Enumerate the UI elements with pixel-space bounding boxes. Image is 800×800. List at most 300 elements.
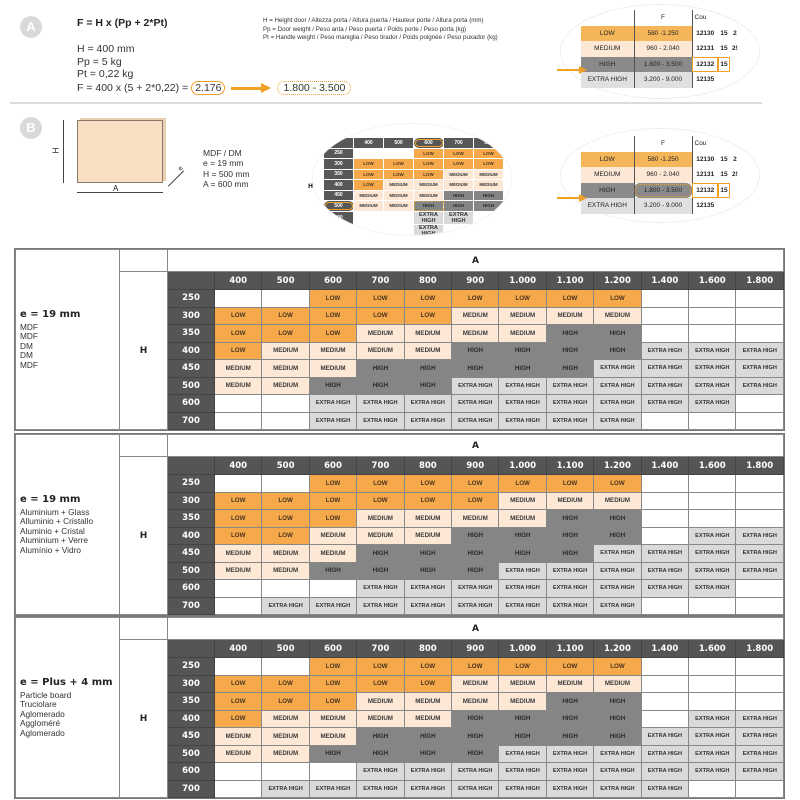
column-header: 900 bbox=[452, 272, 499, 290]
force-level-cell bbox=[641, 693, 688, 711]
force-level-cell: MEDIUM bbox=[357, 342, 404, 360]
force-level-cell: HIGH bbox=[594, 693, 641, 711]
force-level-cell: EXTRA HIGH bbox=[594, 395, 641, 413]
force-level-cell: MEDIUM bbox=[215, 360, 262, 378]
column-header: 800 bbox=[404, 457, 451, 475]
force-level-cell bbox=[689, 412, 736, 430]
spec-height: H = 500 mm bbox=[203, 168, 250, 179]
material-name: MDF bbox=[20, 359, 38, 370]
column-header: 700 bbox=[357, 640, 404, 658]
f-row bbox=[581, 152, 740, 168]
mini-column-header: 400 bbox=[354, 138, 384, 149]
row-header: 350 bbox=[168, 325, 215, 343]
mini-cell bbox=[384, 211, 414, 224]
force-level-cell: MEDIUM bbox=[499, 492, 546, 510]
column-header: 1.600 bbox=[689, 272, 736, 290]
force-level-cell: EXTRA HIGH bbox=[689, 360, 736, 378]
force-level-cell bbox=[736, 597, 784, 615]
force-level-cell: HIGH bbox=[594, 510, 641, 528]
force-level-cell: EXTRA HIGH bbox=[452, 395, 499, 413]
f-level: LOW bbox=[581, 26, 634, 42]
mini-cell: LOW bbox=[414, 169, 444, 180]
force-level-cell: HIGH bbox=[499, 545, 546, 563]
force-level-cell: EXTRA HIGH bbox=[736, 342, 784, 360]
mini-cell: EXTRA HIGH bbox=[414, 224, 444, 236]
mini-row-header: 400 bbox=[324, 180, 354, 191]
force-level-cell: MEDIUM bbox=[262, 377, 309, 395]
force-level-cell: LOW bbox=[309, 290, 356, 308]
material-name: Aglomerado bbox=[20, 727, 65, 738]
force-level-cell bbox=[689, 597, 736, 615]
mini-cell: LOW bbox=[384, 169, 414, 180]
force-level-cell: EXTRA HIGH bbox=[546, 377, 593, 395]
row-header: 250 bbox=[168, 475, 215, 493]
f-row bbox=[581, 198, 740, 214]
product-extra bbox=[730, 72, 740, 88]
force-level-cell bbox=[215, 658, 262, 676]
f-range: 960 - 2.040 bbox=[634, 167, 692, 183]
force-level-cell: MEDIUM bbox=[309, 728, 356, 746]
force-level-cell bbox=[641, 475, 688, 493]
dimension-label-e: e bbox=[176, 165, 185, 172]
force-level-cell: MEDIUM bbox=[404, 693, 451, 711]
row-header: 500 bbox=[168, 745, 215, 763]
mini-grid bbox=[323, 137, 504, 236]
f-blank bbox=[581, 136, 634, 152]
force-level-cell: HIGH bbox=[404, 377, 451, 395]
force-level-cell: LOW bbox=[404, 658, 451, 676]
force-level-cell: EXTRA HIGH bbox=[641, 728, 688, 746]
force-level-cell: HIGH bbox=[309, 562, 356, 580]
formula-variables bbox=[77, 43, 351, 95]
force-level-cell: EXTRA HIGH bbox=[594, 545, 641, 563]
column-header: 400 bbox=[215, 640, 262, 658]
force-level-cell bbox=[641, 658, 688, 676]
mini-cell bbox=[474, 211, 504, 224]
mini-row bbox=[324, 159, 504, 170]
mini-row bbox=[324, 201, 504, 212]
f-level: MEDIUM bbox=[581, 167, 634, 183]
product-qty: 15 bbox=[720, 171, 728, 179]
force-level-cell bbox=[689, 475, 736, 493]
force-level-cell: MEDIUM bbox=[262, 745, 309, 763]
force-level-cell bbox=[262, 475, 309, 493]
var-h: H = 400 mm bbox=[77, 43, 135, 55]
row-header: 300 bbox=[168, 492, 215, 510]
force-level-cell: HIGH bbox=[357, 545, 404, 563]
force-level-cell: LOW bbox=[309, 492, 356, 510]
force-level-cell: MEDIUM bbox=[499, 510, 546, 528]
force-level-cell: LOW bbox=[262, 325, 309, 343]
force-level-cell: LOW bbox=[452, 290, 499, 308]
force-level-cell: LOW bbox=[309, 675, 356, 693]
calc-line bbox=[77, 81, 351, 96]
f-level: HIGH bbox=[581, 183, 634, 199]
force-level-cell: LOW bbox=[499, 475, 546, 493]
force-level-cell: MEDIUM bbox=[262, 728, 309, 746]
column-header: 1.200 bbox=[594, 457, 641, 475]
product-code: 12132 bbox=[692, 57, 718, 73]
force-level-cell: EXTRA HIGH bbox=[594, 597, 641, 615]
force-level-cell: EXTRA HIGH bbox=[641, 395, 688, 413]
f-row bbox=[581, 26, 740, 42]
force-level-cell: EXTRA HIGH bbox=[404, 412, 451, 430]
row-header: 500 bbox=[168, 562, 215, 580]
force-level-cell: EXTRA HIGH bbox=[641, 580, 688, 598]
material-name: Particle board bbox=[20, 689, 72, 700]
force-level-cell: LOW bbox=[309, 325, 356, 343]
force-level-cell: EXTRA HIGH bbox=[641, 360, 688, 378]
force-level-cell: HIGH bbox=[357, 360, 404, 378]
mini-cell: LOW bbox=[414, 159, 444, 170]
product-qty bbox=[718, 72, 730, 88]
force-level-cell: LOW bbox=[215, 510, 262, 528]
force-level-cell: EXTRA HIGH bbox=[452, 580, 499, 598]
force-level-cell: EXTRA HIGH bbox=[736, 728, 784, 746]
force-level-cell: HIGH bbox=[404, 562, 451, 580]
force-level-cell: EXTRA HIGH bbox=[689, 342, 736, 360]
force-level-cell: HIGH bbox=[452, 562, 499, 580]
force-level-cell: EXTRA HIGH bbox=[736, 545, 784, 563]
force-level-cell bbox=[689, 307, 736, 325]
force-level-cell: HIGH bbox=[546, 545, 593, 563]
force-level-cell: MEDIUM bbox=[499, 325, 546, 343]
spec-material: MDF / DM bbox=[203, 148, 242, 158]
row-header: 700 bbox=[168, 780, 215, 798]
column-header: 1.200 bbox=[594, 272, 641, 290]
force-level-cell: LOW bbox=[546, 475, 593, 493]
mini-cell bbox=[384, 148, 414, 159]
column-header: 600 bbox=[309, 272, 356, 290]
force-level-cell: EXTRA HIGH bbox=[452, 597, 499, 615]
force-level-cell bbox=[689, 492, 736, 510]
force-level-cell: MEDIUM bbox=[357, 510, 404, 528]
force-level-cell: LOW bbox=[215, 675, 262, 693]
row-header: 250 bbox=[168, 658, 215, 676]
column-header: 500 bbox=[262, 457, 309, 475]
force-level-cell bbox=[262, 763, 309, 781]
mini-grid-zoom bbox=[312, 123, 512, 236]
force-grid bbox=[15, 617, 784, 798]
force-level-cell: HIGH bbox=[594, 527, 641, 545]
product-extra bbox=[730, 57, 740, 73]
product-qty: 15 bbox=[720, 45, 728, 53]
mini-cell: LOW bbox=[414, 148, 444, 159]
force-level-cell: EXTRA HIGH bbox=[736, 562, 784, 580]
mini-row bbox=[324, 148, 504, 159]
force-level-cell: EXTRA HIGH bbox=[309, 412, 356, 430]
thickness-title: e = 19 mm bbox=[20, 493, 81, 505]
force-level-cell: HIGH bbox=[594, 342, 641, 360]
mini-cell: MEDIUM bbox=[384, 190, 414, 201]
force-level-cell: LOW bbox=[262, 675, 309, 693]
section-b-badge: B bbox=[20, 117, 42, 139]
force-level-cell: LOW bbox=[404, 492, 451, 510]
force-level-cell: HIGH bbox=[404, 545, 451, 563]
mini-row bbox=[324, 211, 504, 224]
column-header: 900 bbox=[452, 640, 499, 658]
force-level-cell: EXTRA HIGH bbox=[594, 580, 641, 598]
force-level-cell: EXTRA HIGH bbox=[452, 763, 499, 781]
f-level: HIGH bbox=[581, 57, 634, 73]
product-code: 12135 bbox=[696, 76, 715, 84]
code-header: Cou bbox=[694, 140, 707, 148]
row-header: 300 bbox=[168, 307, 215, 325]
mini-cell bbox=[354, 211, 384, 224]
force-level-cell bbox=[262, 580, 309, 598]
product-extra: 2 bbox=[733, 29, 737, 37]
mini-cell: MEDIUM bbox=[384, 180, 414, 191]
f-range-table bbox=[581, 10, 740, 88]
f-range: 3.200 - 9.000 bbox=[634, 198, 692, 214]
force-grid bbox=[15, 249, 784, 430]
force-level-cell: MEDIUM bbox=[546, 307, 593, 325]
force-level-cell: EXTRA HIGH bbox=[641, 377, 688, 395]
force-level-cell: HIGH bbox=[499, 728, 546, 746]
force-level-cell: HIGH bbox=[546, 710, 593, 728]
column-header: 600 bbox=[309, 457, 356, 475]
var-pp: Pp = 5 kg bbox=[77, 55, 122, 68]
force-level-cell bbox=[262, 412, 309, 430]
force-level-cell: EXTRA HIGH bbox=[641, 562, 688, 580]
f-blank bbox=[581, 10, 634, 26]
force-table-particle-board bbox=[14, 616, 785, 799]
force-level-cell: HIGH bbox=[546, 510, 593, 528]
force-level-cell: EXTRA HIGH bbox=[546, 412, 593, 430]
product-qty: 15 bbox=[720, 155, 728, 163]
force-level-cell: MEDIUM bbox=[262, 360, 309, 378]
force-level-cell: EXTRA HIGH bbox=[357, 580, 404, 598]
section-a-badge: A bbox=[20, 16, 42, 38]
force-table-aluminium bbox=[14, 433, 785, 616]
force-level-cell: LOW bbox=[215, 492, 262, 510]
mini-cell bbox=[444, 224, 474, 236]
force-level-cell bbox=[262, 290, 309, 308]
force-level-cell bbox=[641, 597, 688, 615]
f-level: EXTRA HIGH bbox=[581, 198, 634, 214]
force-level-cell: HIGH bbox=[546, 728, 593, 746]
column-header: 400 bbox=[215, 272, 262, 290]
mini-row-header: 500 bbox=[324, 201, 354, 212]
mini-cell bbox=[354, 148, 384, 159]
column-header: 1.400 bbox=[641, 457, 688, 475]
mini-cell: LOW bbox=[444, 148, 474, 159]
force-level-cell: MEDIUM bbox=[357, 527, 404, 545]
mini-column-header: 700 bbox=[444, 138, 474, 149]
force-level-cell: LOW bbox=[262, 307, 309, 325]
force-level-cell: EXTRA HIGH bbox=[546, 395, 593, 413]
axis-a-label: A bbox=[168, 618, 784, 640]
axis-h-label: H bbox=[120, 457, 168, 615]
mini-row bbox=[324, 190, 504, 201]
force-level-cell: HIGH bbox=[357, 562, 404, 580]
mini-cell: MEDIUM bbox=[414, 190, 444, 201]
column-header: 700 bbox=[357, 272, 404, 290]
force-level-cell: EXTRA HIGH bbox=[546, 562, 593, 580]
force-level-cell: LOW bbox=[309, 475, 356, 493]
force-level-cell: HIGH bbox=[594, 325, 641, 343]
force-level-cell: EXTRA HIGH bbox=[736, 710, 784, 728]
mini-row bbox=[324, 169, 504, 180]
force-level-cell: LOW bbox=[357, 492, 404, 510]
material-name: Alumínio + Vidro bbox=[20, 544, 81, 555]
force-level-cell: EXTRA HIGH bbox=[594, 377, 641, 395]
mini-cell: HIGH bbox=[444, 201, 474, 212]
force-level-cell bbox=[309, 763, 356, 781]
mini-cell: MEDIUM bbox=[354, 201, 384, 212]
force-level-cell bbox=[641, 307, 688, 325]
mini-cell: LOW bbox=[474, 159, 504, 170]
row-header: 450 bbox=[168, 545, 215, 563]
material-name: MDF bbox=[20, 321, 38, 332]
force-level-cell: HIGH bbox=[452, 527, 499, 545]
force-level-cell: LOW bbox=[452, 492, 499, 510]
force-level-cell: EXTRA HIGH bbox=[736, 360, 784, 378]
force-level-cell bbox=[215, 475, 262, 493]
force-level-cell: EXTRA HIGH bbox=[641, 763, 688, 781]
force-level-cell bbox=[736, 675, 784, 693]
force-level-cell: EXTRA HIGH bbox=[689, 763, 736, 781]
mini-cell: EXTRA HIGH bbox=[444, 211, 474, 224]
mini-cell: MEDIUM bbox=[444, 180, 474, 191]
product-extra: 2! bbox=[732, 171, 738, 179]
column-header: 1.000 bbox=[499, 640, 546, 658]
force-level-cell: EXTRA HIGH bbox=[262, 597, 309, 615]
force-level-cell: LOW bbox=[262, 527, 309, 545]
force-level-cell: EXTRA HIGH bbox=[262, 780, 309, 798]
force-level-cell: LOW bbox=[262, 510, 309, 528]
mini-cell: MEDIUM bbox=[354, 190, 384, 201]
product-code: 12130 bbox=[696, 155, 715, 163]
force-level-cell: LOW bbox=[546, 290, 593, 308]
force-level-cell: EXTRA HIGH bbox=[689, 728, 736, 746]
f-row bbox=[581, 41, 740, 57]
force-level-cell: MEDIUM bbox=[309, 342, 356, 360]
force-level-cell: HIGH bbox=[404, 745, 451, 763]
force-level-cell: LOW bbox=[499, 658, 546, 676]
force-level-cell: LOW bbox=[215, 693, 262, 711]
force-level-cell: MEDIUM bbox=[452, 693, 499, 711]
force-level-cell bbox=[262, 658, 309, 676]
column-header: 1.600 bbox=[689, 457, 736, 475]
column-header: 1.800 bbox=[736, 457, 784, 475]
product-code: 12130 bbox=[696, 29, 715, 37]
mini-row-header: 450 bbox=[324, 190, 354, 201]
force-level-cell: MEDIUM bbox=[357, 693, 404, 711]
column-header: 800 bbox=[404, 640, 451, 658]
force-level-cell: HIGH bbox=[452, 342, 499, 360]
force-level-cell: LOW bbox=[452, 658, 499, 676]
force-level-cell: EXTRA HIGH bbox=[309, 395, 356, 413]
axis-h-label: H bbox=[120, 272, 168, 430]
force-level-cell: EXTRA HIGH bbox=[736, 763, 784, 781]
header-corner bbox=[168, 457, 215, 475]
column-header: 1.800 bbox=[736, 272, 784, 290]
force-level-cell: LOW bbox=[309, 693, 356, 711]
force-level-cell: HIGH bbox=[546, 527, 593, 545]
force-level-cell: EXTRA HIGH bbox=[499, 597, 546, 615]
code-header: Cou bbox=[694, 14, 707, 22]
f-row bbox=[581, 72, 740, 88]
force-level-cell: MEDIUM bbox=[262, 562, 309, 580]
force-level-cell: HIGH bbox=[546, 360, 593, 378]
force-level-cell bbox=[641, 325, 688, 343]
force-level-cell bbox=[689, 693, 736, 711]
force-level-cell: EXTRA HIGH bbox=[594, 562, 641, 580]
thickness-title: e = Plus + 4 mm bbox=[20, 676, 113, 688]
axis-a-label: A bbox=[168, 250, 784, 272]
force-level-cell: MEDIUM bbox=[309, 710, 356, 728]
mini-cell: MEDIUM bbox=[444, 169, 474, 180]
column-header: 800 bbox=[404, 272, 451, 290]
row-header: 450 bbox=[168, 360, 215, 378]
force-table-mdf bbox=[14, 248, 785, 431]
force-level-cell bbox=[641, 527, 688, 545]
force-level-cell: EXTRA HIGH bbox=[404, 780, 451, 798]
material-name: Aluminium + Glass bbox=[20, 506, 90, 517]
force-level-cell: EXTRA HIGH bbox=[736, 377, 784, 395]
column-header: 700 bbox=[357, 457, 404, 475]
force-level-cell: EXTRA HIGH bbox=[309, 597, 356, 615]
force-level-cell: EXTRA HIGH bbox=[357, 395, 404, 413]
force-level-cell: EXTRA HIGH bbox=[546, 780, 593, 798]
force-level-cell bbox=[736, 395, 784, 413]
force-level-cell bbox=[689, 658, 736, 676]
f-range: 1.800 - 3.500 bbox=[634, 183, 692, 199]
force-level-cell bbox=[736, 693, 784, 711]
force-level-cell: HIGH bbox=[357, 728, 404, 746]
force-level-cell: MEDIUM bbox=[594, 675, 641, 693]
row-header: 300 bbox=[168, 675, 215, 693]
force-level-cell: MEDIUM bbox=[404, 325, 451, 343]
force-level-cell: EXTRA HIGH bbox=[499, 780, 546, 798]
mini-cell: MEDIUM bbox=[474, 169, 504, 180]
force-level-cell: MEDIUM bbox=[594, 492, 641, 510]
column-header: 1.100 bbox=[546, 457, 593, 475]
force-level-cell: LOW bbox=[262, 693, 309, 711]
mini-cell: MEDIUM bbox=[474, 180, 504, 191]
row-header: 600 bbox=[168, 763, 215, 781]
product-qty bbox=[718, 198, 730, 214]
force-level-cell: EXTRA HIGH bbox=[499, 412, 546, 430]
force-level-cell: LOW bbox=[357, 307, 404, 325]
force-level-cell: HIGH bbox=[499, 360, 546, 378]
row-header: 400 bbox=[168, 342, 215, 360]
force-level-cell: LOW bbox=[215, 527, 262, 545]
force-level-cell: HIGH bbox=[452, 360, 499, 378]
mini-cell bbox=[474, 224, 504, 236]
force-level-cell: EXTRA HIGH bbox=[546, 597, 593, 615]
force-level-cell bbox=[641, 675, 688, 693]
force-level-cell: EXTRA HIGH bbox=[641, 545, 688, 563]
mini-cell: MEDIUM bbox=[384, 201, 414, 212]
f-level: MEDIUM bbox=[581, 41, 634, 57]
force-level-cell: EXTRA HIGH bbox=[689, 377, 736, 395]
product-code: 12131 bbox=[696, 171, 715, 179]
force-level-cell: MEDIUM bbox=[594, 307, 641, 325]
f-range-table bbox=[581, 136, 740, 214]
force-level-cell: EXTRA HIGH bbox=[499, 580, 546, 598]
f-row bbox=[581, 167, 740, 183]
mini-corner bbox=[324, 138, 354, 149]
force-level-cell: LOW bbox=[499, 290, 546, 308]
row-header: 700 bbox=[168, 412, 215, 430]
column-header: 1.000 bbox=[499, 272, 546, 290]
row-header: 250 bbox=[168, 290, 215, 308]
force-level-cell: EXTRA HIGH bbox=[499, 562, 546, 580]
force-level-cell: EXTRA HIGH bbox=[594, 763, 641, 781]
force-level-cell: EXTRA HIGH bbox=[499, 763, 546, 781]
